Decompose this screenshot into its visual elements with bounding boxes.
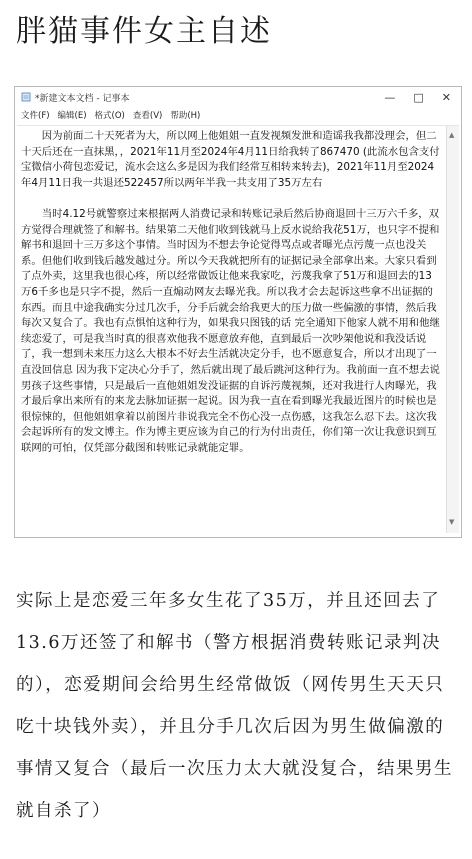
editor-paragraph-1: 因为前面二十天死者为大，所以网上他姐姐一直发视频发泄和造谣我我都没理会，但二十天后还在一直抹黑，，2021年11月至2024年4月11日给我转了867470 (此流水包含支付宝微信小荷包恋爱记，流水会这么多是因为我们经常互相转来转去)，2021年11月至2024年4月11日我一共退还522457所以两年半我一共支用了35万左右 xyxy=(21,130,440,189)
menu-format[interactable]: 格式(O) xyxy=(94,111,125,121)
editor-paragraph-2: 当时4.12号就警察过来根据两人消费记录和转账记录后然后协商退回十三万六千多，双方觉得合理就签了和解书。结果第二天他们收到钱就马上反水说给我花51万，也只字不提和解书和退回十三万多这个事情。当时因为不想去争论觉得骂点或者曝光点污蔑一点也没关系。但他们收到钱后越发越过分。所以今天我就把所有的证据记录全部拿出来。大家只看到了点外卖，这里我也很心疼，所以经常做饭让他来我家吃，污蔑我拿了51万和退回去的13万6千多也是只字不提，然后一直煽动网友去曝光我。所以我才会去起诉这些拿不出证据的东西。而且中途我确实分过几次手，分手后就会给我更大的压力做一些偏激的事情，然后我每次又复合了。我也有点惧怕这种行为，如果我只图钱的话 完全通知下他家人就不用和他继续恋爱了，可是我当时真的很喜欢他我不愿意放弃他，直到最后一次吵架他说和我没话说了，我一想到未来压力这么大根本不好去生活就决定分手，也不愿意复合，所以才出现了一直没回信息 因为我下定决心分手了，然后就出现了最后跳河这种行为。我前面一直不想去说男孩子这些事情，只是最后一直他姐姐发没证据的自诉污蔑视频，还对我进行人肉曝光，我才最后拿出来所有的来龙去脉加证据一起说。因为我一直在看到曝光我最近图片的时候也是很惊悚的，但他姐姐拿着以前图片非说我完全不伤心没一点伤感，这我怎么忍下去。这次我会起诉所有的发文博主。作为博主更应该为自己的行为付出责任，你们第一次让我意识到互联网的可怕，仅凭部分截图和转账记录就能定罪。 xyxy=(21,207,440,454)
headline: 胖猫事件女主自述 xyxy=(16,14,272,49)
vertical-scrollbar[interactable] xyxy=(446,126,459,533)
scroll-down-icon[interactable]: ▼ xyxy=(449,518,455,527)
scroll-up-icon[interactable]: ▲ xyxy=(449,131,455,139)
maximize-button[interactable]: □ xyxy=(413,90,424,104)
close-button[interactable]: ✕ xyxy=(441,90,451,104)
notepad-icon xyxy=(21,92,31,102)
menu-help[interactable]: 帮助(H) xyxy=(170,111,201,121)
notepad-window xyxy=(14,86,462,538)
menu-view[interactable]: 查看(V) xyxy=(132,111,163,121)
title-bar xyxy=(15,87,461,107)
menu-bar xyxy=(15,107,461,123)
minimize-button[interactable]: — xyxy=(384,90,396,104)
handwritten-caption: 实际上是恋爱三年多女生花了35万，并且还回去了13.6万还签了和解书（警方根据消费转账记录判决的），恋爱期间会给男生经常做饭（网传男生天天只吃十块钱外卖），并且分手几次后因为男生做偏激的事情又复合（最后一次压力太大就没复合，结果男生就自杀了） xyxy=(16,591,453,821)
text-editor[interactable] xyxy=(17,125,459,533)
window-title: *新建文本文档 - 记事本 xyxy=(35,93,130,104)
menu-file[interactable]: 文件(F) xyxy=(21,111,50,121)
menu-edit[interactable]: 编辑(E) xyxy=(57,111,87,121)
